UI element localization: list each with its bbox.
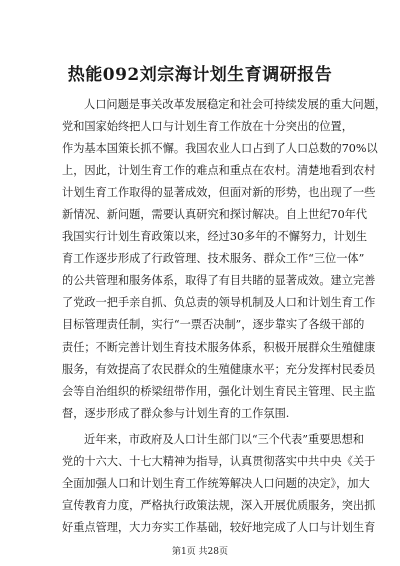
text-line: 好重点管理，大力夯实工作基础，较好地完成了人口与计划生育 xyxy=(62,520,376,534)
text-line: 全面加强人口和计划生育工作统筹解决人口问题的决定》，加大 xyxy=(62,476,370,490)
page-footer: 第1页 共28页 xyxy=(171,547,229,557)
text-line: 党的十六大、十七大精神为指导，认真贯彻落实中共中央《关于 xyxy=(62,454,376,468)
text-line: 近年来，市政府及人口计生部门以“三个代表”重要思想和 xyxy=(84,432,364,446)
text-line: 人口问题是事关改革发展稳定和社会可持续发展的重大问题， xyxy=(84,98,387,111)
text-line: 计划生育工作取得的显著成效，但面对新的形势，也出现了一些 xyxy=(62,186,376,200)
text-line: 育工作逐步形成了行政管理、技术服务、群众工作“三位一体” xyxy=(62,252,365,266)
text-line: 的公共管理和服务体系，取得了有目共睹的显著成效。建立完善 xyxy=(62,274,376,288)
text-line: 会等自治组织的桥梁纽带作用，强化计划生育民主管理、民主监 xyxy=(62,384,376,398)
text-line: 作为基本国策长抓不懈。我国农业人口占到了人口总数的70%以 xyxy=(62,142,378,156)
paragraph-1 xyxy=(62,94,387,425)
text-line: 新情况、新问题，需要认真研究和探讨解决。自上世纪70年代 xyxy=(62,208,368,222)
text-line: 责任；不断完善计划生育技术服务体系，积极开展群众生殖健康 xyxy=(62,340,376,354)
paragraph-2 xyxy=(62,429,376,539)
text-line: 宣传教育力度，严格执行政策法规，深入开展优质服务，突出抓 xyxy=(62,498,376,512)
document-title: 热能092刘宗海计划生育调研报告 xyxy=(67,65,333,85)
text-line: 上，因此，计划生育工作的难点和重点在农村。清楚地看到农村 xyxy=(62,164,376,178)
text-line: 督，逐步形成了群众参与计划生育的工作氛围. xyxy=(62,406,290,420)
text-line: 了党政一把手亲自抓、负总责的领导机制及人口和计划生育工作 xyxy=(62,296,376,310)
document-body xyxy=(62,94,387,539)
text-line: 我国实行计划生育政策以来，经过30多年的不懈努力，计划生 xyxy=(62,230,368,244)
text-line: 目标管理责任制，实行“一票否决制”，逐步靠实了各级干部的 xyxy=(62,318,365,332)
text-line: 服务，有效提高了农民群众的生殖健康水平；充分发挥村民委员 xyxy=(62,362,376,376)
text-line: 党和国家始终把人口与计划生育工作放在十分突出的位置， xyxy=(62,120,353,134)
